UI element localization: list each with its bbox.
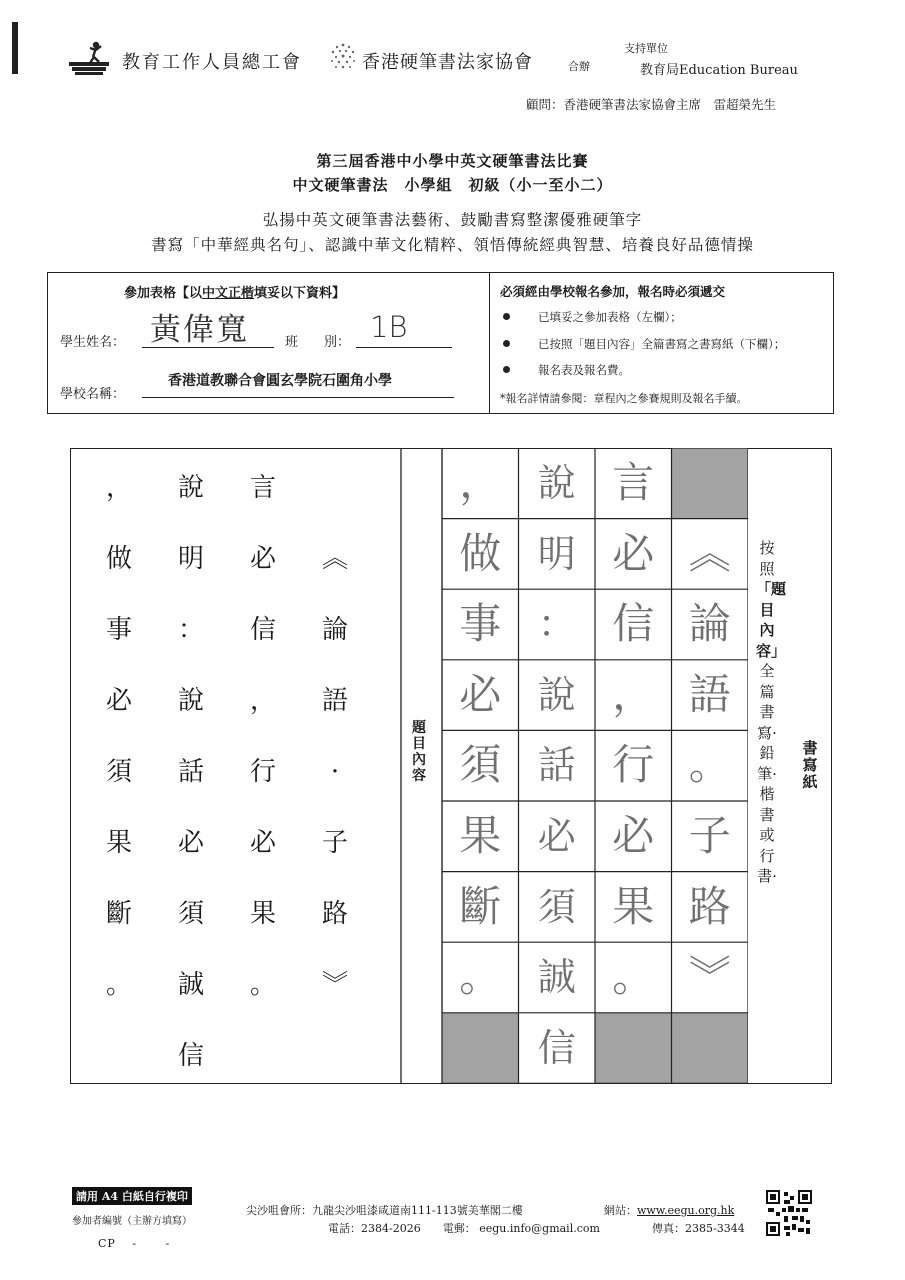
topic-character: · [330, 757, 340, 787]
topic-character: 必 [249, 544, 276, 574]
class-field[interactable]: 1B [370, 310, 408, 344]
union-logo-icon [66, 40, 112, 76]
shaded-cell [442, 1013, 519, 1084]
school-name-line [142, 397, 454, 398]
handwritten-character: 。 [612, 952, 655, 1002]
handwritten-character: 須 [459, 740, 502, 790]
topic-character: 斷 [105, 899, 132, 929]
student-name-label: 學生姓名： [60, 335, 126, 350]
handwritten-character: 事 [459, 599, 502, 649]
slogan-line-2: 書寫「中華經典名句」、認識中華文化精粹、領悟傳統經典智慧、培養良好品德情操 [151, 236, 754, 254]
advisor-line: 顧問：香港硬筆書法家協會主席 雷超榮先生 [526, 97, 777, 112]
competition-title: 第三屆香港中小學中英文硬筆書法比賽 [316, 152, 589, 170]
topic-character: ︽ [321, 544, 348, 574]
handwritten-character: ︽ [688, 528, 731, 578]
support-label: 支持單位 [624, 42, 668, 55]
topic-character: 。 [105, 970, 132, 1000]
requirements-heading: 必須經由學校報名參加，報名時必須遞交 [500, 284, 726, 299]
contact-line [328, 1220, 600, 1236]
phone: 電話：2384-2026 [328, 1222, 421, 1235]
topic-character: 語 [321, 686, 348, 716]
topic-character: 言 [249, 473, 276, 503]
handwritten-character: 果 [459, 811, 502, 860]
handwritten-character: 行 [612, 740, 655, 790]
handwritten-character: ： [537, 602, 576, 647]
handwritten-character: 論 [688, 599, 731, 649]
topic-character: 信 [249, 615, 276, 645]
participant-number-label: 參加者編號（主辦方填寫） [72, 1216, 192, 1227]
handwritten-character: 言 [612, 458, 655, 507]
topic-character: 論 [321, 615, 348, 645]
topic-character: 必 [249, 828, 276, 858]
bullet-icon [503, 366, 510, 373]
school-name-label: 學校名稱： [60, 387, 126, 402]
handwritten-character: 必 [459, 669, 502, 719]
org-name-calligraphy-association: 香港硬筆書法家協會 [362, 52, 533, 73]
topic-character: ： [177, 615, 204, 645]
topic-character: 誠 [177, 970, 204, 1000]
handwritten-character: 明 [537, 531, 576, 576]
slogan-line-1: 弘揚中英文硬筆書法藝術、鼓勵書寫整潔優雅硬筆字 [262, 211, 643, 229]
writing-paper-title: 書寫紙 [802, 739, 818, 791]
website-line: 網站：www.eegu.org.hk [604, 1204, 735, 1217]
requirement-item: 報名表及報名費。 [538, 363, 630, 377]
topic-character: 子 [321, 828, 348, 858]
handwritten-character: 斷 [459, 881, 502, 931]
topic-character: ， [105, 473, 132, 503]
topic-content-label: 題目內容 [412, 720, 426, 784]
handwritten-character: ， [612, 669, 655, 719]
shaded-cell [595, 1013, 672, 1084]
handwritten-character: ， [459, 458, 502, 507]
handwritten-character: 果 [612, 881, 655, 931]
requirements-note: *報名詳情請參閱：章程內之參賽規則及報名手續。 [500, 392, 748, 405]
handwritten-character: 說 [537, 672, 576, 717]
handwritten-character: 話 [537, 743, 576, 788]
shaded-cell [672, 1013, 749, 1084]
participant-number-field[interactable]: CP - - [98, 1237, 171, 1250]
topic-character: 說 [177, 686, 204, 716]
handwritten-character: 語 [688, 669, 731, 719]
handwritten-character: 路 [688, 881, 731, 931]
topic-character: ， [249, 686, 276, 716]
topic-character: 必 [105, 686, 132, 716]
form-heading-emphasis: 中文正楷 [202, 286, 255, 301]
handwritten-character: 。 [459, 952, 502, 1002]
requirement-item: 已按照「題目內容」全篇書寫之書寫紙（下欄）； [538, 337, 786, 351]
topic-character: 。 [249, 970, 276, 1000]
handwritten-character: 必 [612, 811, 655, 860]
topic-character: 須 [105, 757, 132, 787]
topic-character: 話 [177, 757, 204, 787]
topic-character: 路 [321, 899, 348, 929]
handwritten-character: 必 [612, 528, 655, 578]
cohost-label: 合辦 [568, 60, 590, 73]
handwritten-character: ︾ [688, 952, 731, 1002]
class-label: 班 別： [285, 335, 351, 350]
print-note-badge: 請用 A4 白紙自行複印 [72, 1187, 192, 1205]
form-heading: 參加表格【以中文正楷填妥以下資料】 [124, 286, 346, 301]
topic-character: 果 [105, 828, 132, 858]
support-organization: 教育局Education Bureau [640, 63, 798, 78]
bullet-icon [503, 340, 510, 347]
handwritten-character: 誠 [537, 955, 576, 1000]
topic-character: 果 [249, 899, 276, 929]
email: 電郵： eegu.info@gmail.com [442, 1222, 600, 1235]
handwritten-character: 說 [537, 461, 576, 505]
handwritten-character: 信 [612, 599, 655, 649]
handwritten-character: 須 [537, 884, 576, 929]
topic-character: ︾ [321, 970, 348, 1000]
fax: 傳真：2385-3344 [652, 1222, 745, 1235]
writing-instructions: 按照「題目內容」全篇書寫·鉛筆·楷書或行書· [756, 539, 787, 885]
school-name-field[interactable]: 香港道教聯合會圓玄學院石圍角小學 [168, 373, 392, 389]
topic-character: 必 [177, 828, 204, 858]
topic-character: 事 [105, 615, 132, 645]
bullet-icon [503, 313, 510, 320]
form-divider [489, 272, 490, 414]
handwritten-character: 做 [459, 528, 502, 578]
handwritten-character: 信 [537, 1025, 576, 1070]
topic-character: 須 [177, 899, 204, 929]
topic-character: 做 [105, 544, 132, 574]
topic-character: 行 [249, 757, 276, 787]
topic-character: 說 [177, 473, 204, 503]
handwritten-character: 。 [688, 740, 731, 790]
shaded-cell [672, 448, 749, 519]
handwritten-character: 子 [688, 811, 731, 860]
margin-bar [12, 22, 18, 74]
club-address: 尖沙咀會所：九龍尖沙咀漆咸道南111-113號美華閣二樓 [246, 1204, 523, 1217]
calligraphy-association-logo-icon [326, 40, 360, 74]
class-line [356, 347, 452, 348]
category-title: 中文硬筆書法 小學組 初級（小一至小二） [292, 176, 613, 194]
student-name-field[interactable]: 黃偉寬 [150, 312, 249, 348]
requirement-item: 已填妥之參加表格（左欄）； [538, 310, 682, 324]
topic-character: 明 [177, 544, 204, 574]
org-name-union: 教育工作人員總工會 [122, 52, 302, 73]
website-link[interactable]: www.eegu.org.hk [637, 1204, 735, 1217]
topic-character: 信 [177, 1041, 204, 1071]
handwritten-character: 必 [537, 814, 576, 858]
qr-code-icon[interactable] [766, 1190, 812, 1236]
